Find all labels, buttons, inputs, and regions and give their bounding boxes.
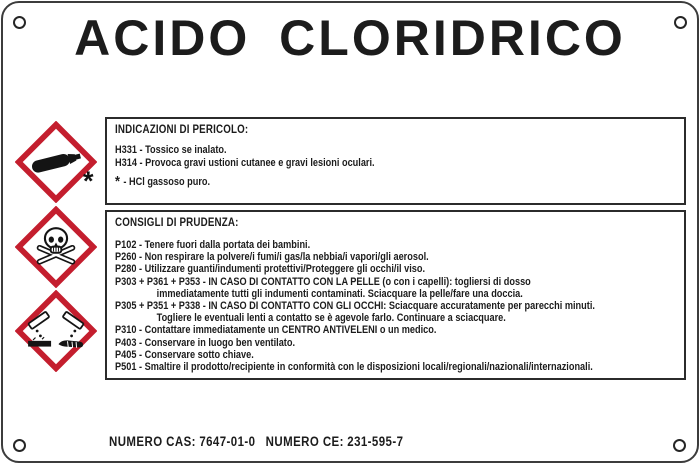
screw-hole-bottom-right: [673, 439, 686, 452]
hazard-statements-box: [105, 117, 686, 205]
hazard-line-footnote: [115, 175, 673, 189]
precaution-line-p280: P280 - Utilizzare guanti/indumenti protettivi/Proteggere gli occhi/il viso.: [115, 263, 426, 276]
footnote-text: - HCl gassoso puro.: [123, 176, 211, 188]
hazard-line-h314: H314 - Provoca gravi ustioni cutanee e gravi lesioni oculari.: [115, 157, 375, 169]
hazard-sign-panel: [1, 1, 699, 463]
ce-number-value: 231-595-7: [347, 434, 404, 449]
precaution-line-p403: P403 - Conservare in luogo ben ventilato.: [115, 336, 296, 349]
hazard-box-heading: INDICAZIONI DI PERICOLO:: [115, 124, 249, 136]
precaution-line-p501: P501 - Smaltire il prodotto/recipiente in conformità con le disposizioni locali/regionali/nazionali/internazionali.: [115, 361, 593, 374]
ghs06-skull-crossbones-icon: [15, 206, 97, 288]
registry-numbers-footer: [109, 434, 403, 449]
cas-number-label: NUMERO CAS:: [109, 434, 196, 449]
pictogram-footnote-asterisk: *: [83, 166, 94, 196]
precaution-line-p310: P310 - Contattare immediatamente un CENTRO ANTIVELENI o un medico.: [115, 324, 437, 337]
cas-number-value: 7647-01-0: [199, 434, 256, 449]
precaution-line-p305-cont: Togliere le eventuali lenti a contatto se è agevole farlo. Continuare a sciacquare.: [156, 312, 506, 325]
ghs05-corrosion-icon: [15, 290, 97, 372]
screw-hole-bottom-left: [13, 439, 26, 452]
precaution-line-p305: P305 + P351 + P338 - IN CASO DI CONTATTO CON GLI OCCHI: Sciacquare accuratamente per parecchi minuti.: [115, 300, 595, 313]
ce-number-label: NUMERO CE:: [265, 434, 344, 449]
footnote-asterisk: *: [115, 173, 120, 190]
chemical-name-title: ACIDO CLORIDRICO: [74, 10, 626, 66]
hazard-line-h331: H331 - Tossico se inalato.: [115, 144, 227, 156]
precaution-line-p303: P303 + P361 + P353 - IN CASO DI CONTATTO CON LA PELLE (o con i capelli): togliersi di dosso: [115, 275, 531, 288]
precaution-line-p405: P405 - Conservare sotto chiave.: [115, 348, 254, 361]
precaution-line-p260: P260 - Non respirare la polvere/i fumi/i gas/la nebbia/i vapori/gli aerosol.: [115, 251, 429, 264]
precaution-box-heading: CONSIGLI DI PRUDENZA:: [115, 217, 239, 229]
precaution-line-p102: P102 - Tenere fuori dalla portata dei bambini.: [115, 239, 311, 251]
precaution-line-p303-cont: immediatamente tutti gli indumenti contaminati. Sciacquare la pelle/fare una doccia.: [156, 287, 523, 300]
precautionary-statements-box: [105, 210, 686, 380]
